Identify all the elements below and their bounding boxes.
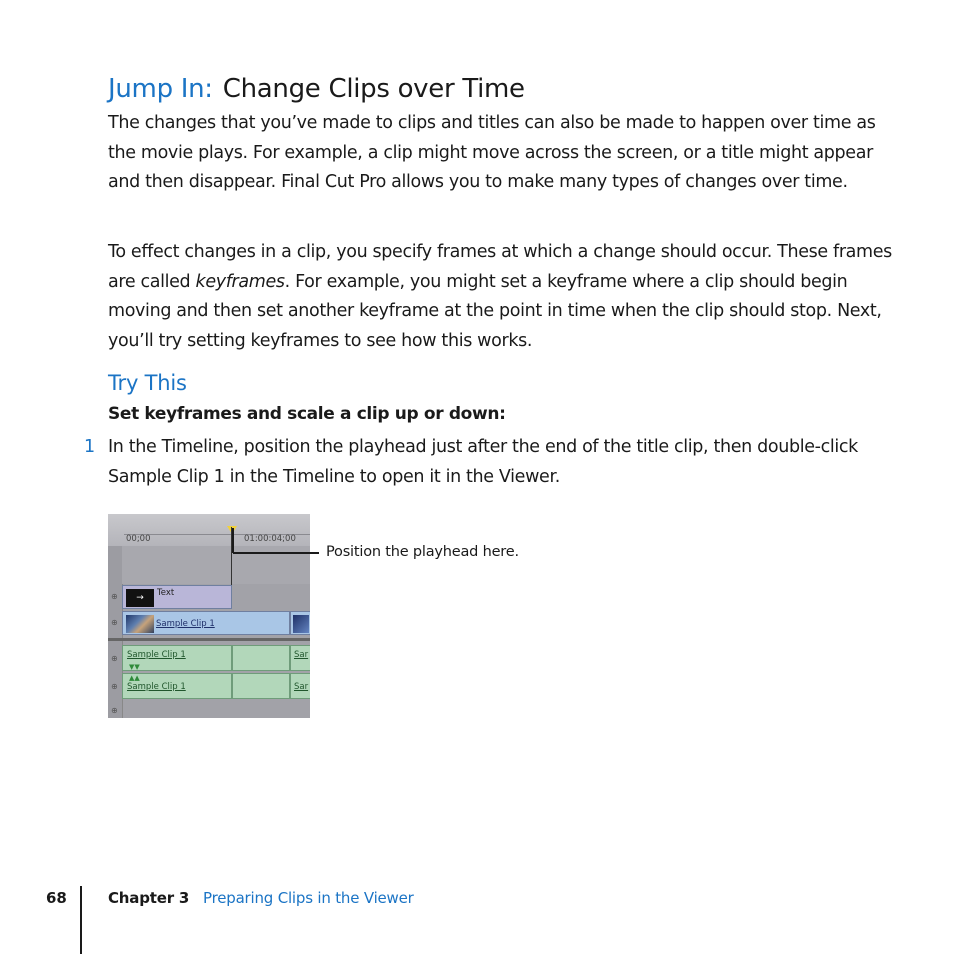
audio-clip-1-mid[interactable] xyxy=(232,645,290,671)
keyframe-marker-icon: ▲▲ xyxy=(129,674,140,682)
page-number: 68 xyxy=(46,889,67,907)
video-clip-thumbnail xyxy=(126,615,154,633)
audio-clip-2-label: Sample Clip 1 xyxy=(127,682,186,692)
audio-clip-1[interactable] xyxy=(122,645,232,671)
track-lock-icon: ⊕ xyxy=(111,706,118,715)
track-lock-icon: ⊕ xyxy=(111,618,118,627)
video-clip-next[interactable] xyxy=(290,611,310,635)
paragraph-keyframes-part2: . For example, you might set a keyframe where a clip should begin moving and then set another keyframe at the point in time when the clip should stop. Next, you’ll try setting keyframes to see how this works. xyxy=(108,271,882,352)
callout-leader-line xyxy=(233,552,319,554)
paragraph-intro: The changes that you’ve made to clips and titles can also be made to happen over time as the movie plays. For example, a clip might move across the screen, or a title might appear and then disappear. Final Cut Pro allows you to make many types of changes over time. xyxy=(108,113,876,193)
keyframe-marker-icon: ▼▼ xyxy=(129,663,140,671)
audio-clip-2-mid[interactable] xyxy=(232,673,290,699)
task-heading: Set keyframes and scale a clip up or down: xyxy=(108,404,506,424)
video-clip-sample-1[interactable] xyxy=(122,611,290,635)
footer-rule xyxy=(80,886,82,954)
audio-track-2 xyxy=(122,672,310,700)
audio-clip-2-next-label: Sar xyxy=(294,682,309,692)
video-clip-label: Sample Clip 1 xyxy=(156,619,215,629)
title-clip-thumbnail: → xyxy=(126,589,154,607)
audio-clip-1-next[interactable] xyxy=(290,645,310,671)
timeline-screenshot xyxy=(108,514,310,718)
audio-track-1 xyxy=(122,644,310,672)
callout-leader-vertical xyxy=(232,528,234,553)
title-prefix: Jump In: xyxy=(108,74,213,104)
video-audio-divider xyxy=(108,638,310,641)
audio-clip-1-label: Sample Clip 1 xyxy=(127,650,186,660)
video-track xyxy=(122,610,310,636)
track-lock-icon: ⊕ xyxy=(111,592,118,601)
timecode-start: 00;00 xyxy=(126,534,151,544)
chapter-title-link[interactable]: Preparing Clips in the Viewer xyxy=(203,889,414,907)
keyframes-term: keyframes xyxy=(195,271,285,292)
track-header-column xyxy=(108,546,123,718)
step-number: 1 xyxy=(84,437,96,457)
title-main: Change Clips over Time xyxy=(222,74,525,104)
chapter-label: Chapter 3 xyxy=(108,889,190,907)
track-lock-icon: ⊕ xyxy=(111,682,118,691)
audio-clip-2[interactable] xyxy=(122,673,232,699)
title-clip[interactable] xyxy=(122,585,232,609)
timecode-playhead: 01:00:04;00 xyxy=(244,534,296,544)
callout-text: Position the playhead here. xyxy=(326,544,519,560)
title-clip-label: Text xyxy=(157,588,175,598)
section-heading: Try This xyxy=(108,371,187,395)
page-title xyxy=(108,74,525,104)
track-lock-icon: ⊕ xyxy=(111,654,118,663)
step-text: In the Timeline, position the playhead just after the end of the title clip, then double-click Sample Clip 1 in the Timeline to open it in the Viewer. xyxy=(108,437,858,487)
paragraph-keyframes xyxy=(108,238,898,357)
audio-clip-2-next[interactable] xyxy=(290,673,310,699)
audio-clip-1-next-label: Sar xyxy=(294,650,309,660)
paragraph-keyframes-part1: To effect changes in a clip, you specify frames at which a change should occur. These frames are called xyxy=(108,242,892,292)
next-clip-thumbnail xyxy=(293,615,309,633)
title-track xyxy=(122,584,310,610)
